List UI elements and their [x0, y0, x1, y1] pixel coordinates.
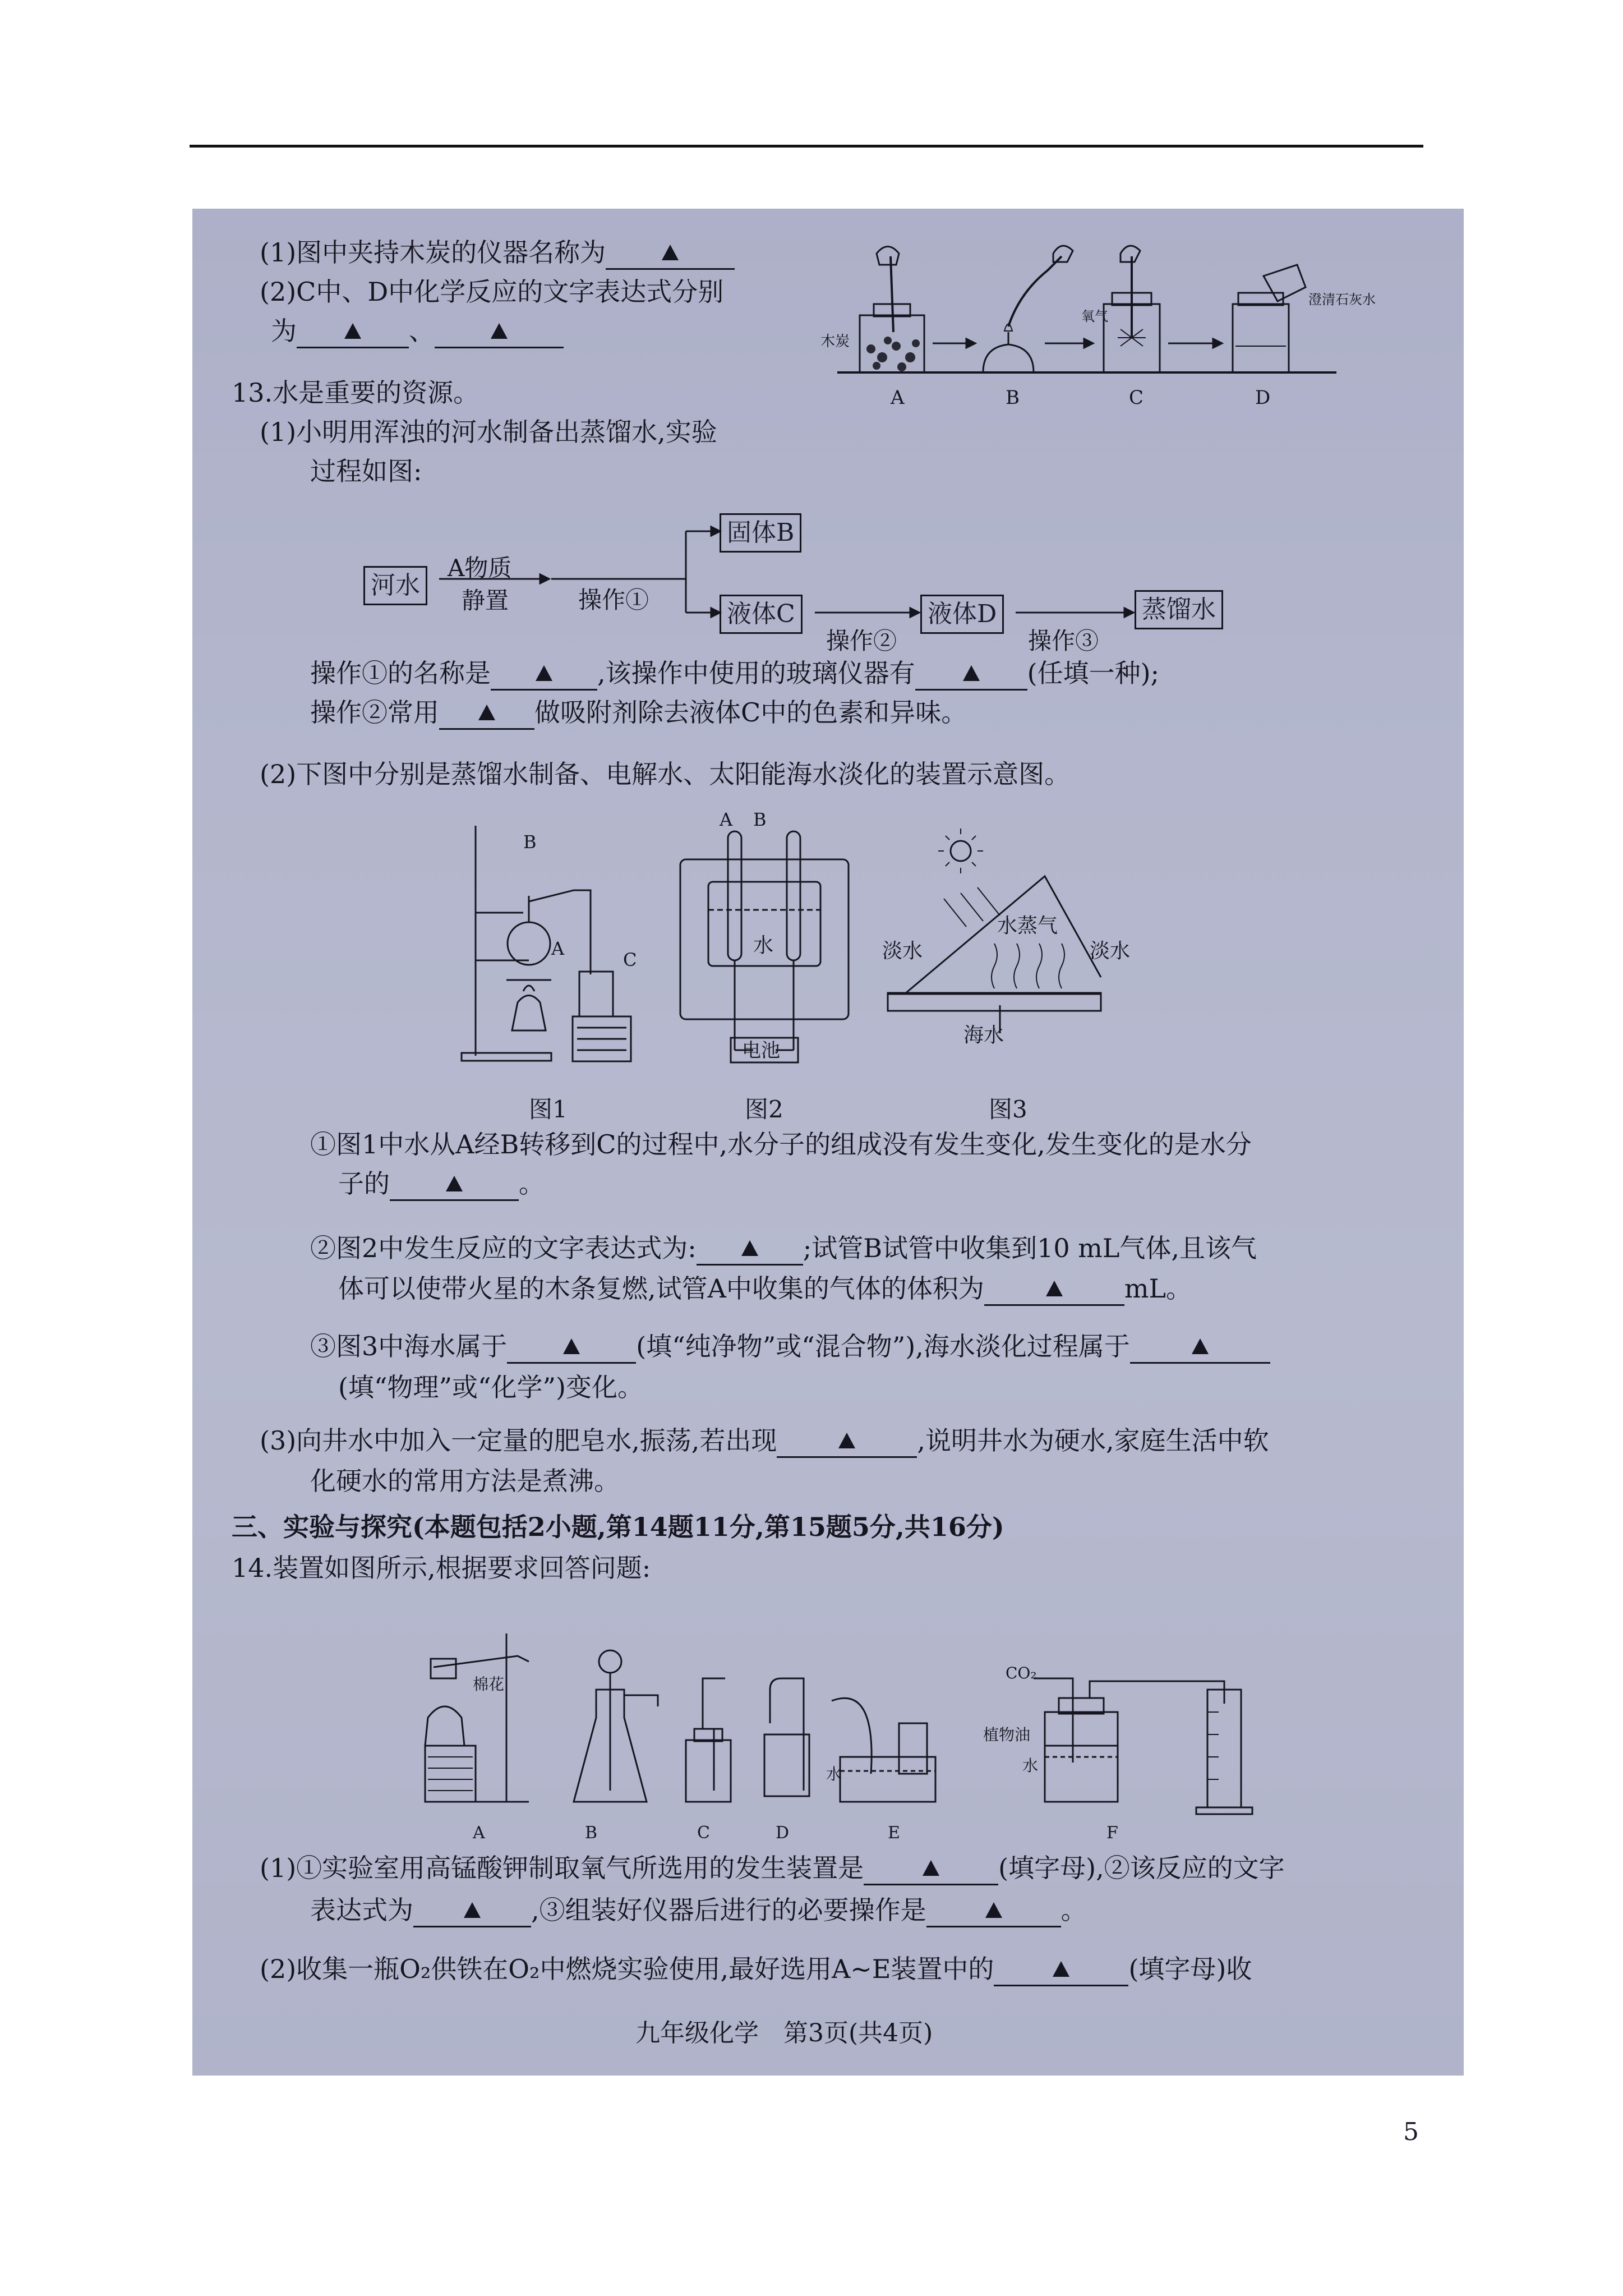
q12-part1: (1)图中夹持木炭的仪器名称为	[260, 237, 735, 270]
q14-part1-line1: (1)①实验室用高锰酸钾制取氧气所选用的发生装置是 (填字母),②该反应的文字	[260, 1852, 1285, 1885]
charcoal-label: 木炭	[820, 333, 850, 350]
flow-reagent: A物质	[448, 554, 512, 582]
q14-part2-line1: (2)收集一瓶O₂供铁在O₂中燃烧实验使用,最好选用A~E装置中的 (填字母)收	[260, 1953, 1252, 1986]
fig1-label-a: A	[551, 938, 565, 959]
fig3-fresh-water-left: 淡水	[882, 940, 923, 963]
vegetable-oil-label: 植物油	[983, 1726, 1031, 1744]
fig3-sea-water-label: 海水	[963, 1024, 1004, 1047]
q14-label-a: A	[473, 1823, 485, 1843]
limewater-label: 澄清石灰水	[1308, 292, 1376, 307]
oxygen-label: 氧气	[1081, 309, 1108, 324]
fig2-water-label: 水	[753, 934, 774, 957]
q14-apparatus-figure	[192, 209, 1464, 1864]
fig3-caption: 图3	[989, 1096, 1027, 1123]
q14-label-d: D	[776, 1823, 790, 1843]
q13-op2-line: 操作②常用 做吸附剂除去液体C中的色素和异味。	[310, 697, 967, 730]
q14-label-c: C	[697, 1823, 710, 1843]
section-3-heading: 三、实验与探究(本题包括2小题,第14题11分,第15题5分,共16分)	[232, 1512, 1004, 1542]
flow-distilled-water: 蒸馏水	[1135, 590, 1223, 629]
flow-river-water: 河水	[363, 566, 427, 605]
q12-part2: (2)C中、D中化学反应的文字表达式分别	[260, 277, 724, 307]
q13-part2: (2)下图中分别是蒸馏水制备、电解水、太阳能海水淡化的装置示意图。	[260, 759, 1071, 789]
q13-sub2-line1: ②图2中发生反应的文字表达式为: ;试管B试管中收集到10 mL气体,且该气	[310, 1232, 1257, 1266]
flow-liquid-c: 液体C	[720, 595, 803, 634]
q13-part1-line2: 过程如图:	[310, 456, 422, 486]
q12-part2-answer: 为 、	[271, 315, 564, 348]
q13-sub3-line1: ③图3中海水属于 (填“纯净物”或“混合物”),海水淡化过程属于	[310, 1331, 1270, 1364]
e-water-label: 水	[826, 1765, 842, 1783]
flow-op3: 操作③	[1028, 627, 1099, 655]
q14-label-e: E	[888, 1823, 900, 1843]
q13-part1-line1: (1)小明用浑浊的河水制备出蒸馏水,实验	[260, 417, 717, 447]
fig1-label-c: C	[623, 949, 637, 970]
fig3-vapor-label: 水蒸气	[997, 914, 1058, 937]
f-water-label: 水	[1022, 1756, 1039, 1775]
exam-page-footer: 九年级化学 第3页(共4页)	[635, 2019, 933, 2047]
q13-sub1-line2: 子的 。	[338, 1168, 545, 1201]
fig2-battery-label: 电池	[742, 1039, 780, 1062]
flow-op2: 操作②	[826, 627, 897, 655]
q13-part3-line2: 化硬水的常用方法是煮沸。	[310, 1466, 620, 1496]
fig3-fresh-water-right: 淡水	[1090, 940, 1131, 963]
flow-settle: 静置	[462, 587, 509, 614]
fig2-caption: 图2	[745, 1096, 783, 1123]
q13-sub2-line2: 体可以使带火星的木条复燃,试管A中收集的气体的体积为 mL。	[338, 1273, 1192, 1306]
header-rule	[190, 145, 1423, 148]
fig2-label-b: B	[753, 809, 767, 830]
q14-label-f: F	[1106, 1823, 1118, 1843]
q14-part1-line2: 表达式为 ,③组装好仪器后进行的必要操作是 。	[310, 1894, 1087, 1927]
q14-label-b: B	[585, 1823, 598, 1843]
flow-op1: 操作①	[578, 586, 649, 614]
q13-sub3-line2: (填“物理”或“化学”)变化。	[338, 1372, 643, 1402]
fig1-caption: 图1	[529, 1096, 568, 1123]
fig1-label-b: B	[523, 831, 537, 853]
cotton-label: 棉花	[473, 1675, 505, 1694]
fig-label-a: A	[891, 386, 905, 409]
q14-title: 14.装置如图所示,根据要求回答问题:	[232, 1553, 651, 1583]
fig2-label-a: A	[720, 809, 733, 830]
scanned-page-photo	[192, 209, 1464, 2076]
q13-part3-line1: (3)向井水中加入一定量的肥皂水,振荡,若出现 ,说明井水为硬水,家庭生活中软	[260, 1425, 1269, 1458]
q13-op1-line: 操作①的名称是 ,该操作中使用的玻璃仪器有 (任填一种);	[310, 657, 1159, 691]
fig-label-c: C	[1129, 386, 1144, 409]
q13-sub1-line1: ①图1中水从A经B转移到C的过程中,水分子的组成没有发生变化,发生变化的是水分	[310, 1129, 1252, 1159]
flow-liquid-d: 液体D	[920, 595, 1004, 634]
page-number: 5	[1403, 2118, 1419, 2146]
fig-label-b: B	[1006, 386, 1020, 409]
flow-solid-b: 固体B	[720, 513, 801, 553]
fig-label-d: D	[1255, 386, 1271, 409]
co2-label: CO₂	[1006, 1664, 1037, 1682]
q13-title: 13.水是重要的资源。	[232, 378, 479, 408]
